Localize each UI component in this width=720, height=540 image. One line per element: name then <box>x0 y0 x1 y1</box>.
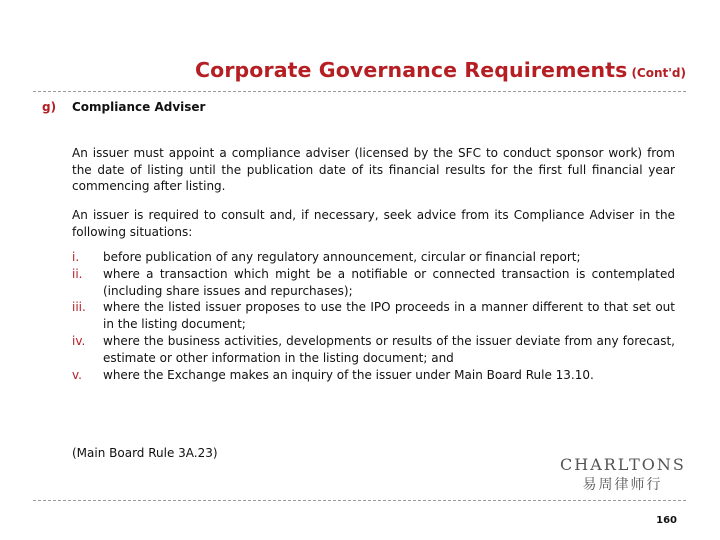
page-title <box>0 58 686 82</box>
page-title-main: Corporate Governance Requirements <box>194 58 628 82</box>
rule-reference: (Main Board Rule 3A.23) <box>72 446 218 460</box>
list-item <box>72 299 675 333</box>
list-item <box>72 333 675 367</box>
list-item <box>72 367 675 384</box>
section-heading <box>42 100 205 114</box>
paragraph-appointment: An issuer must appoint a compliance adviser (licensed by the SFC to conduct sponsor work) from the date of listing until the publication date of its financial results for the first full financial year commencing after listing. <box>72 146 675 193</box>
bottom-divider <box>33 500 686 501</box>
list-item-number: iv. <box>72 333 86 348</box>
list-item-number: i. <box>72 250 80 264</box>
paragraph-consultation: An issuer is required to consult and, if necessary, seek advice from its Compliance Adviser in the following situations: <box>72 208 675 239</box>
list-item <box>72 266 675 300</box>
list-item-text: where the listed issuer proposes to use the IPO proceeds in a manner different to that set out in the listing document; <box>103 300 675 332</box>
list-item-number: iii. <box>72 300 86 315</box>
list-item-text: where the business activities, developments or results of the issuer deviate from any forecast, estimate or other information in the listing document; and <box>103 333 675 365</box>
list-item-text: where a transaction which might be a notifiable or connected transaction is contemplated (including share issues and repurchases); <box>103 266 675 298</box>
logo-name-en: CHARLTONS <box>560 455 686 474</box>
list-item-text: where the Exchange makes an inquiry of the issuer under Main Board Rule 13.10. <box>103 367 594 382</box>
list-item-text: before publication of any regulatory announcement, circular or financial report; <box>103 250 581 264</box>
situations-list <box>72 249 675 383</box>
section-letter: g) <box>42 100 57 114</box>
list-item-number: v. <box>72 367 82 382</box>
logo-name-zh: 易周律师行 <box>582 477 663 493</box>
page-number: 160 <box>656 515 677 526</box>
list-item <box>72 249 675 266</box>
page-title-suffix: (Cont'd) <box>631 66 686 80</box>
section-title: Compliance Adviser <box>72 100 206 114</box>
charltons-logo <box>560 455 685 495</box>
top-divider <box>33 91 686 92</box>
list-item-number: ii. <box>72 266 83 281</box>
